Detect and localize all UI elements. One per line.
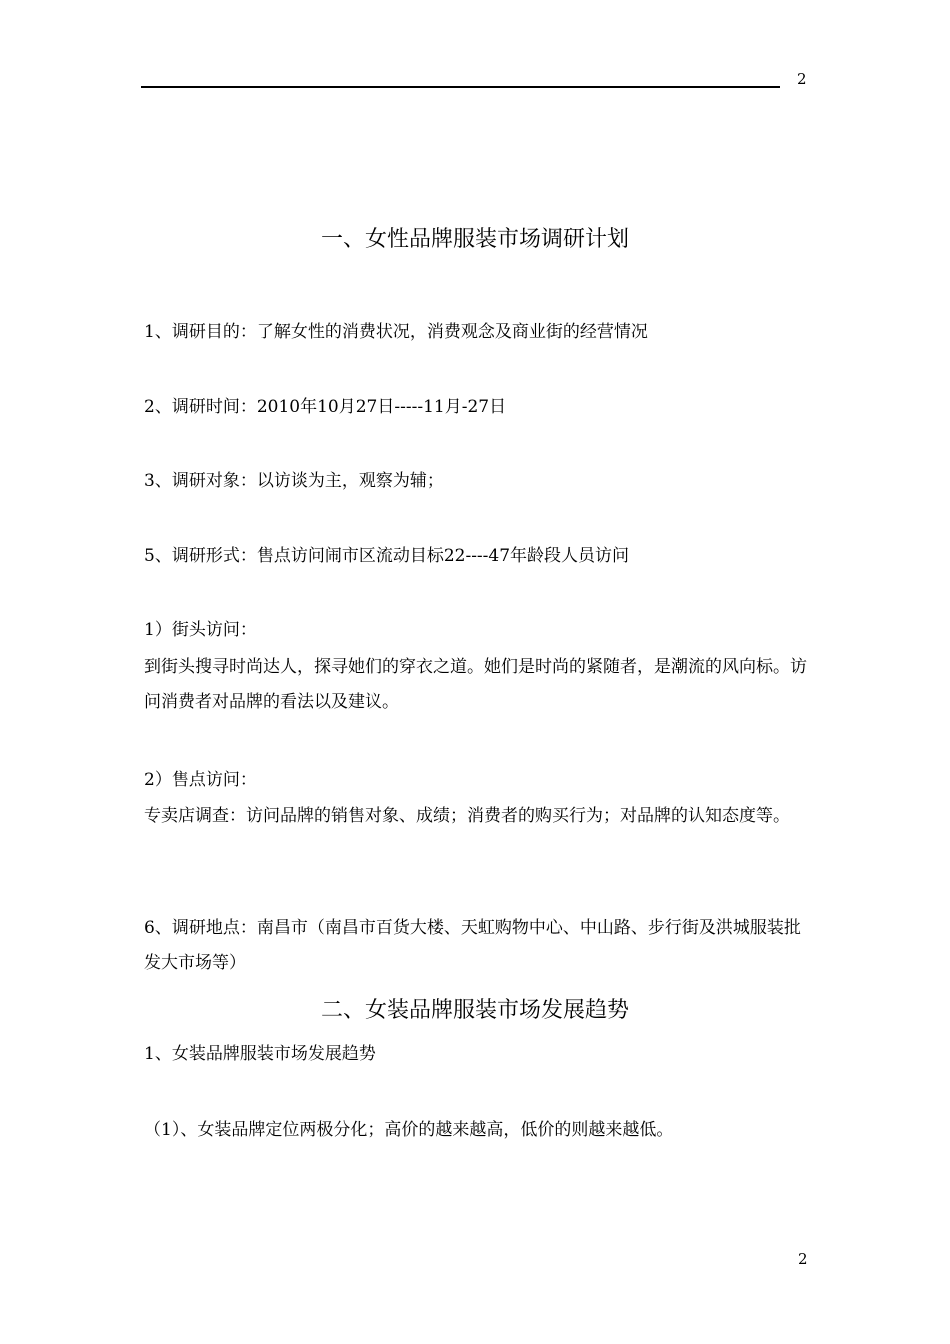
- store-visit-body: 专卖店调查：访问品牌的销售对象、成绩；消费者的购买行为；对品牌的认知态度等。: [144, 806, 790, 826]
- header-rule: [141, 86, 780, 88]
- header-page-number: 2: [797, 70, 807, 88]
- item-time: 2、调研时间：2010年10月27日-----11月-27日: [144, 397, 507, 417]
- section2-point1: （1）、女装品牌定位两极分化；高价的越来越高，低价的则越来越低。: [144, 1120, 674, 1140]
- footer-page-number: 2: [798, 1250, 808, 1268]
- store-visit-heading: 2）售点访问：: [144, 770, 257, 790]
- item-location: 6、调研地点：南昌市（南昌市百货大楼、天虹购物中心、中山路、步行街及洪城服装批发大市场等）: [144, 918, 801, 973]
- item-purpose: 1、调研目的：了解女性的消费状况，消费观念及商业街的经营情况: [144, 322, 648, 342]
- item-form: 5、调研形式：售点访问闹市区流动目标22----47年龄段人员访问: [144, 546, 630, 566]
- street-visit-body: 到街头搜寻时尚达人，探寻她们的穿衣之道。她们是时尚的紧随者，是潮流的风向标。访问消费者对品牌的看法以及建议。: [144, 657, 807, 712]
- item-target: 3、调研对象：以访谈为主，观察为辅；: [144, 471, 444, 491]
- section2-title: 二、女装品牌服装市场发展趋势: [320, 998, 629, 1023]
- section2-subheading: 1、女装品牌服装市场发展趋势: [144, 1044, 376, 1064]
- street-visit-heading: 1）街头访问：: [144, 620, 257, 640]
- section1-title: 一、女性品牌服装市场调研计划: [320, 227, 629, 252]
